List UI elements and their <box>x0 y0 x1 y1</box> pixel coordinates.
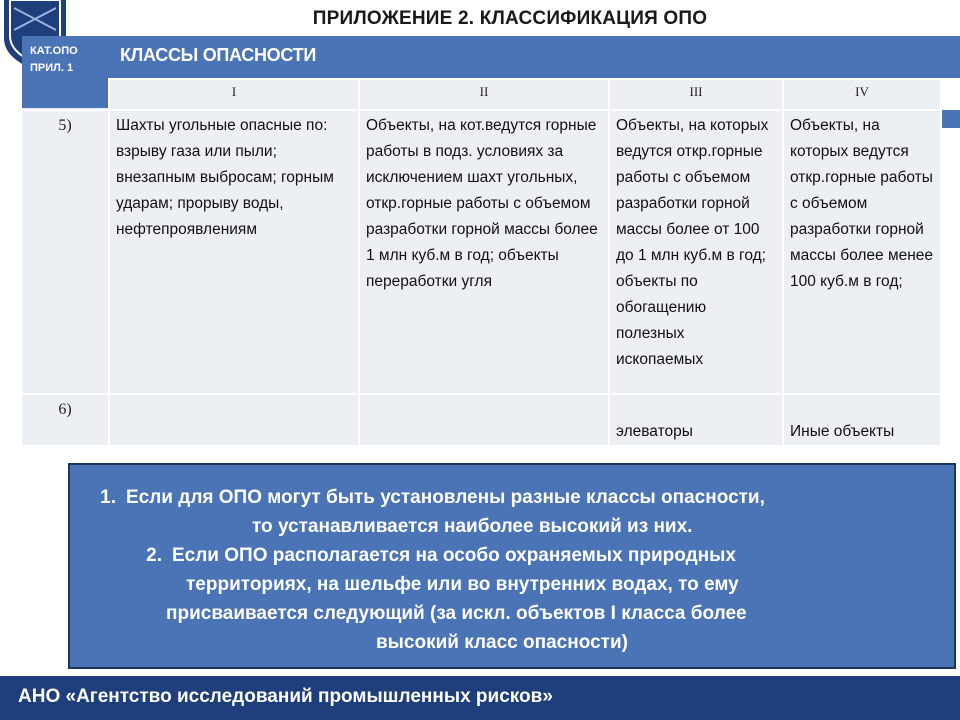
note-2-line-3: присваивается следующий (за искл. объектов I класса более <box>166 603 747 624</box>
category-line-1: КАТ.ОПО <box>30 45 78 57</box>
table-cell: Иные объекты <box>784 395 940 445</box>
class-header-1: I <box>110 80 358 109</box>
note-2-line-2: территориях, на шельфе или во внутренних водах, то ему <box>186 574 739 595</box>
note-1-line-2: то устанавливается наиболее высокий из них. <box>252 516 693 537</box>
note-1-line-1: 1. Если для ОПО могут быть установлены разные классы опасности, <box>70 483 944 512</box>
table-cell: Шахты угольные опасные по: взрыву газа или пыли; внезапным выбросам; горным ударам; прорыву воды, нефтепроявлениям <box>110 111 358 393</box>
table-cell <box>360 395 608 445</box>
row-separator <box>22 108 108 110</box>
footer-organization: АНО «Агентство исследований промышленных рисков» <box>0 676 960 720</box>
category-line-2: ПРИЛ. 1 <box>30 62 74 74</box>
class-header-2: II <box>360 80 608 109</box>
category-box <box>22 36 108 108</box>
notes-box <box>68 463 956 669</box>
class-header-4: IV <box>784 80 940 109</box>
table-cell: элеваторы <box>610 395 782 445</box>
side-tab <box>942 36 960 78</box>
table-cell: Объекты, на кот.ведутся горные работы в подз. условиях за исключением шахт угольных, откр.горные работы с объемом разработки горной массы более 1 млн куб.м в год; объекты переработки угля <box>360 111 608 393</box>
note-2-line-1: 2. Если ОПО располагается на особо охраняемых природных <box>70 541 944 570</box>
table-cell: Объекты, на которых ведутся откр.горные работы с объемом разработки горной массы более менее 100 куб.м в год; <box>784 111 940 393</box>
table-header: КЛАССЫ ОПАСНОСТИ <box>108 36 942 78</box>
note-number: 2. <box>146 545 162 566</box>
side-tab <box>942 110 960 128</box>
row-number: 6) <box>58 401 72 418</box>
table-cell <box>110 395 358 445</box>
table-row <box>22 111 108 393</box>
table-cell: Объекты, на которых ведутся откр.горные работы с объемом разработки горной массы более от 100 до 1 млн куб.м в год; объекты по обогащению полезных ископаемых <box>610 111 782 393</box>
note-number: 1. <box>100 487 116 508</box>
note-2-line-4: высокий класс опасности) <box>376 632 628 653</box>
row-number: 5) <box>58 117 72 134</box>
class-header-3: III <box>610 80 782 109</box>
page-title: ПРИЛОЖЕНИЕ 2. КЛАССИФИКАЦИЯ ОПО <box>312 8 708 29</box>
